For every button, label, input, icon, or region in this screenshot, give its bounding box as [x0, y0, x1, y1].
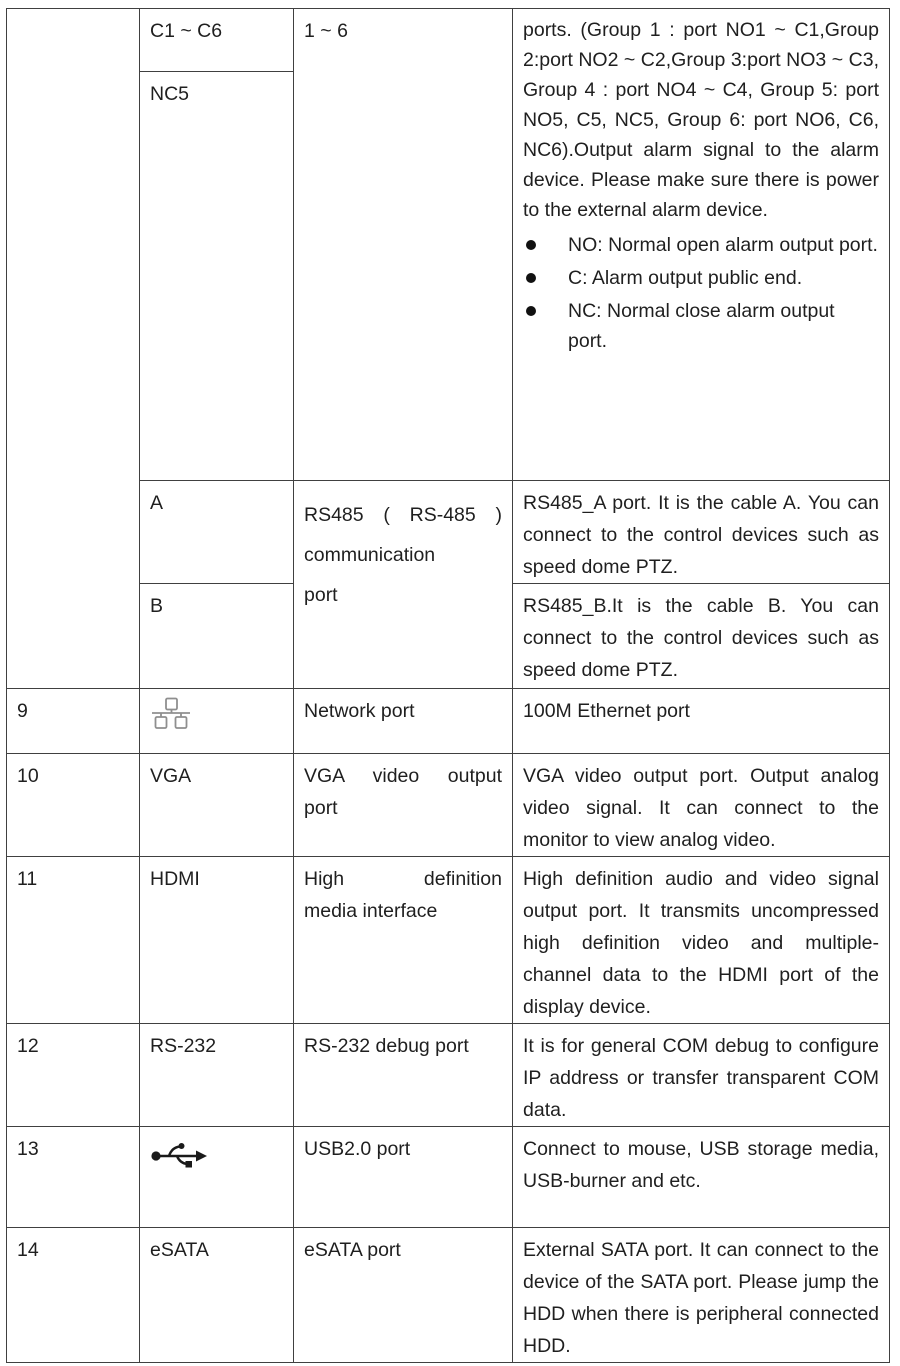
cell-rs485-b-description: RS485_B.It is the cable B. You can connect to the control devices such as speed dome PTZ.: [513, 584, 890, 689]
bullet-text: C: Alarm output public end.: [568, 267, 803, 289]
cell-port-label-vga: VGA: [140, 754, 294, 857]
alarm-description-text: ports. (Group 1 : port NO1 ~ C1,Group 2:port NO2 ~ C2,Group 3:port NO3 ~ C3, Group 4 : port NO4 ~ C4, Group 5: port NO5, C5, NC5, Group 6: port NO6, C6, NC6).Output alarm signal to the alarm device. Please make sure there is power to the external alarm device.: [523, 19, 879, 221]
cell-port-label-network: [140, 689, 294, 754]
list-item: [523, 230, 879, 260]
cell-port-description: High definition audio and video signal output port. It transmits uncompressed high definition video and multiple-channel data to the HDMI port of the display device.: [513, 857, 890, 1024]
usb-icon: [150, 1139, 208, 1179]
cell-port-name: High definition media interface: [294, 857, 513, 1024]
alarm-bullet-list: [523, 230, 879, 356]
cell-row-number: 14: [7, 1228, 140, 1363]
cell-port-name: VGA video output port: [294, 754, 513, 857]
cell-port-description: Connect to mouse, USB storage media, USB-burner and etc.: [513, 1127, 890, 1228]
cell-port-label-rs232: RS-232: [140, 1024, 294, 1127]
cell-row-number: 9: [7, 689, 140, 754]
bullet-text: NC: Normal close alarm output port.: [568, 300, 835, 352]
cell-cable-a-label: A: [140, 481, 294, 584]
cell-row-number: 11: [7, 857, 140, 1024]
cell-rs485-a-description: RS485_A port. It is the cable A. You can connect to the control devices such as speed dome PTZ.: [513, 481, 890, 584]
cell-port-index-range: 1 ~ 6: [294, 9, 513, 481]
bullet-icon: [526, 306, 536, 316]
network-icon: [150, 695, 192, 741]
cell-row-number: 13: [7, 1127, 140, 1228]
table-row: [7, 689, 890, 754]
bullet-icon: [526, 240, 536, 250]
cell-row-number: 10: [7, 754, 140, 857]
cell-cable-b-label: B: [140, 584, 294, 689]
table-row: [7, 1228, 890, 1363]
cell-port-description: External SATA port. It can connect to the device of the SATA port. Please jump the HDD when there is peripheral connected HDD.: [513, 1228, 890, 1363]
list-item: [523, 263, 879, 293]
cell-row-number-empty: [7, 9, 140, 689]
list-item: [523, 296, 879, 356]
cell-port-name: RS-232 debug port: [294, 1024, 513, 1127]
cell-port-label-hdmi: HDMI: [140, 857, 294, 1024]
cell-port-label-c1-c6: C1 ~ C6: [140, 9, 294, 72]
table-row: [7, 857, 890, 1024]
cell-port-label-esata: eSATA: [140, 1228, 294, 1363]
cell-port-name: USB2.0 port: [294, 1127, 513, 1228]
table-row: [7, 754, 890, 857]
rear-panel-ports-table: [6, 8, 890, 1363]
cell-port-description: VGA video output port. Output analog video signal. It can connect to the monitor to view analog video.: [513, 754, 890, 857]
cell-rs485-port-name: RS485 ( RS-485 ) communication port: [294, 481, 513, 689]
bullet-text: NO: Normal open alarm output port.: [568, 234, 878, 256]
cell-port-label-usb: [140, 1127, 294, 1228]
table-row: [7, 1127, 890, 1228]
cell-port-description: It is for general COM debug to configure IP address or transfer transparent COM data.: [513, 1024, 890, 1127]
bullet-icon: [526, 273, 536, 283]
cell-port-name: eSATA port: [294, 1228, 513, 1363]
cell-port-label-nc5: NC5: [140, 72, 294, 481]
table-row: [7, 481, 890, 584]
cell-port-description: 100M Ethernet port: [513, 689, 890, 754]
table-row: [7, 1024, 890, 1127]
table-row: [7, 9, 890, 72]
cell-alarm-output-description: [513, 9, 890, 481]
cell-row-number: 12: [7, 1024, 140, 1127]
cell-port-name: Network port: [294, 689, 513, 754]
